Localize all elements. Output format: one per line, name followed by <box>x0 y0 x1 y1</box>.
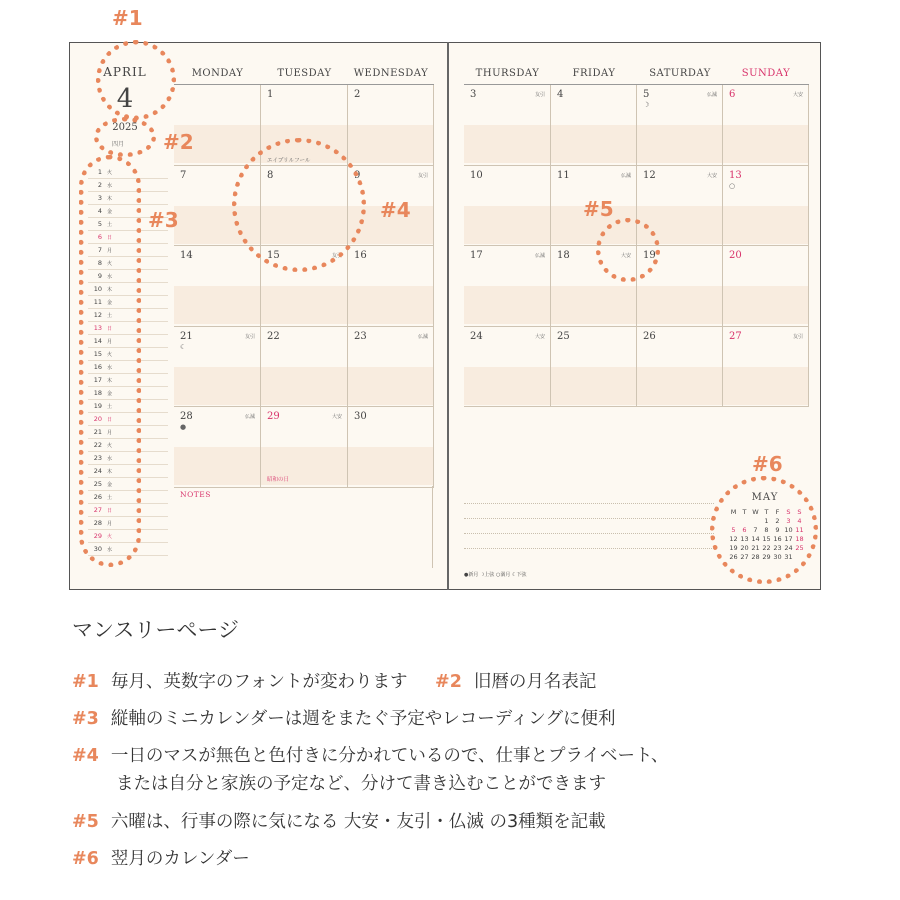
mini-calendar-day: 20 <box>93 415 102 423</box>
caption-item-6 <box>72 845 250 870</box>
day-number: 5 <box>643 89 650 100</box>
day-number: 12 <box>643 169 656 181</box>
day-cell-color-band <box>551 286 636 324</box>
day-cell-color-band <box>464 367 550 405</box>
day-number: 9 <box>354 169 361 181</box>
day-cell <box>464 246 551 327</box>
marker-circle-1 <box>96 40 176 120</box>
weekday-friday: FRIDAY <box>572 68 616 79</box>
next-month-day: 25 <box>795 544 804 552</box>
caption-label: #1 <box>72 672 99 692</box>
day-number: 3 <box>470 89 477 100</box>
mini-calendar-day: 6 <box>97 233 102 241</box>
day-cell <box>723 85 809 166</box>
day-cell <box>261 327 348 408</box>
caption-text: 旧暦の月名表記 <box>473 672 597 692</box>
caption-text: 翌月のカレンダー <box>110 849 250 869</box>
weekday-sunday: SUNDAY <box>741 68 791 79</box>
notes-area <box>174 486 433 568</box>
day-cell-color-band <box>348 125 433 163</box>
next-month-day: 16 <box>773 535 782 543</box>
day-cell <box>348 407 434 488</box>
mini-calendar-weekday: 火 <box>107 443 113 449</box>
next-month-day: 18 <box>795 535 804 543</box>
memo-line <box>464 503 714 504</box>
day-number: 28 <box>180 411 193 422</box>
day-cell-color-band <box>723 206 808 244</box>
mini-calendar-day: 14 <box>93 337 102 345</box>
marker-circle-6 <box>710 476 818 584</box>
day-cell-color-band <box>348 447 433 485</box>
caption-label: #3 <box>72 709 99 729</box>
day-cell-color-band <box>464 125 550 163</box>
holiday-note: エイプリルフール <box>267 157 311 164</box>
day-cell <box>551 85 637 166</box>
day-cell <box>348 246 434 327</box>
mini-calendar-day: 12 <box>93 311 102 319</box>
next-month-day: 7 <box>753 526 758 534</box>
mini-calendar-day: 26 <box>93 493 102 501</box>
day-cell-color-band <box>348 367 433 405</box>
mini-calendar-day: 1 <box>97 168 102 176</box>
next-month-day: 20 <box>740 544 749 552</box>
day-cell <box>174 407 261 488</box>
next-month-day: 24 <box>784 544 793 552</box>
mini-calendar-day: 4 <box>97 207 102 215</box>
day-cell <box>723 327 809 408</box>
rokuyo-label: 仏滅 <box>417 333 428 340</box>
day-number: 19 <box>643 250 656 261</box>
day-cell <box>348 85 434 166</box>
mini-calendar-weekday: 火 <box>107 261 113 267</box>
caption-label: #4 <box>72 746 99 766</box>
mini-calendar-weekday: 土 <box>107 313 113 319</box>
rokuyo-label: 大安 <box>534 333 545 340</box>
rokuyo-label: 友引 <box>417 172 428 179</box>
mini-calendar-day: 29 <box>93 532 102 540</box>
mini-calendar-weekday: 日 <box>107 326 113 332</box>
marker-circle-4 <box>232 138 366 272</box>
rokuyo-label: 大安 <box>792 92 803 98</box>
day-number: 10 <box>470 169 483 181</box>
day-cell-color-band <box>637 286 722 324</box>
next-month-day: 26 <box>729 553 738 561</box>
marker-label-3: #3 <box>148 208 179 232</box>
mini-calendar-weekday: 土 <box>107 404 113 410</box>
rokuyo-label: 仏滅 <box>706 92 717 98</box>
mini-calendar-weekday: 水 <box>107 456 113 462</box>
moon-phase-icon: ☽ <box>643 101 650 109</box>
mini-calendar-day: 11 <box>93 298 102 306</box>
caption-title: マンスリーページ <box>72 618 239 642</box>
day-cell-color-band <box>464 286 550 324</box>
day-cell <box>551 327 637 408</box>
mini-calendar-day: 9 <box>97 272 102 280</box>
marker-circle-2 <box>94 117 156 157</box>
moon-phase-icon: ○ <box>729 181 736 190</box>
memo-line <box>464 533 714 534</box>
day-number: 27 <box>729 330 742 342</box>
day-cell <box>174 246 261 327</box>
rokuyo-label: 仏滅 <box>620 172 631 179</box>
mini-calendar-weekday: 水 <box>107 183 113 189</box>
rokuyo-label: 大安 <box>620 253 631 259</box>
day-number: 24 <box>470 330 483 342</box>
mini-calendar-day: 3 <box>97 194 102 202</box>
marker-oval-3 <box>79 155 141 567</box>
marker-label-6: #6 <box>752 452 783 476</box>
mini-calendar-day: 19 <box>93 402 102 410</box>
mini-calendar-day: 8 <box>97 259 102 267</box>
next-month-day: 1 <box>764 517 769 525</box>
next-month-title: MAY <box>751 492 779 503</box>
day-number: 15 <box>267 250 280 261</box>
marker-label-1: #1 <box>112 6 143 30</box>
moon-phase-icon: ☾ <box>180 342 187 351</box>
weekday-thursday: THURSDAY <box>475 68 540 79</box>
mini-calendar-weekday: 水 <box>107 274 113 280</box>
mini-calendar-weekday: 水 <box>107 365 113 371</box>
next-month-weekday: M <box>730 508 737 516</box>
next-month-day: 29 <box>762 553 771 561</box>
day-cell-color-band <box>551 125 636 163</box>
next-month-weekday: F <box>775 508 780 516</box>
mini-calendar-day: 25 <box>93 480 102 488</box>
next-month-day: 27 <box>740 553 749 561</box>
next-month-day: 2 <box>775 517 780 525</box>
day-cell-color-band <box>723 125 808 163</box>
next-month-day: 10 <box>784 526 793 534</box>
mini-calendar-day: 18 <box>93 389 102 397</box>
mini-calendar-day: 13 <box>93 324 102 332</box>
rokuyo-label: 友引 <box>792 333 803 340</box>
caption-item-3 <box>72 705 615 730</box>
next-month-day: 9 <box>775 526 780 534</box>
day-number: 6 <box>729 89 736 100</box>
day-cell-color-band <box>261 286 347 324</box>
caption-item-4-continued: または自分と家族の予定など、分けて書き込むことができます <box>116 774 606 794</box>
next-month-weekday: T <box>764 508 769 516</box>
mini-calendar-weekday: 金 <box>107 300 113 306</box>
next-month-day: 11 <box>795 526 804 534</box>
caption-item-1 <box>72 668 596 693</box>
day-number: 20 <box>729 250 742 261</box>
day-number: 14 <box>180 250 193 261</box>
day-number: 17 <box>470 250 483 261</box>
rokuyo-label: 友引 <box>331 253 342 259</box>
next-month-day: 6 <box>742 526 747 534</box>
mini-calendar-weekday: 月 <box>107 521 113 527</box>
mini-calendar-weekday: 金 <box>107 209 113 215</box>
rokuyo-label: 仏滅 <box>244 414 255 420</box>
mini-calendar-day: 24 <box>93 467 102 475</box>
mini-calendar-weekday: 火 <box>107 534 113 540</box>
memo-line <box>464 518 714 519</box>
next-month-day: 14 <box>751 535 760 543</box>
next-month-weekday: W <box>752 508 759 516</box>
weekday-monday: MONDAY <box>191 68 244 79</box>
day-cell-color-band <box>174 447 260 485</box>
caption-text: 六曜は、行事の際に気になる 大安・友引・仏滅 の3種類を記載 <box>110 812 606 832</box>
day-number: 29 <box>267 411 280 422</box>
planner-spine <box>447 42 449 590</box>
marker-label-5: #5 <box>583 197 614 221</box>
rokuyo-label: 友引 <box>244 333 255 340</box>
day-number: 7 <box>180 169 187 181</box>
caption-item-4 <box>72 742 668 767</box>
day-cell <box>637 85 723 166</box>
next-month-day: 12 <box>729 535 738 543</box>
mini-calendar-weekday: 木 <box>107 196 113 202</box>
mini-calendar-day: 22 <box>93 441 102 449</box>
day-cell <box>464 166 551 247</box>
mini-calendar-day: 28 <box>93 519 102 527</box>
mini-calendar-day: 7 <box>97 246 102 254</box>
moon-legend: ●新月 ☽上弦 ○満月 ☾下弦 <box>464 572 527 578</box>
rokuyo-label: 大安 <box>331 414 342 420</box>
rokuyo-label: 仏滅 <box>534 253 545 259</box>
next-month-day: 17 <box>784 535 793 543</box>
day-number: 30 <box>354 411 367 422</box>
day-number: 16 <box>354 250 367 261</box>
mini-calendar-weekday: 木 <box>107 469 113 475</box>
day-cell <box>723 166 809 247</box>
day-number: 25 <box>557 330 570 342</box>
next-month-day: 22 <box>762 544 771 552</box>
mini-calendar-weekday: 火 <box>107 170 113 176</box>
day-cell <box>261 407 348 488</box>
mini-calendar-weekday: 金 <box>107 482 113 488</box>
weekday-wednesday: WEDNESDAY <box>353 68 429 79</box>
day-number: 11 <box>557 169 570 181</box>
moon-phase-icon: ● <box>180 423 187 431</box>
mini-calendar-weekday: 日 <box>107 508 113 514</box>
caption-text: 一日のマスが無色と色付きに分かれているので、仕事とプライベート、 <box>110 746 669 766</box>
mini-calendar-weekday: 日 <box>107 417 113 423</box>
day-number: 23 <box>354 330 367 342</box>
next-month-day: 23 <box>773 544 782 552</box>
memo-line <box>464 548 714 549</box>
mini-calendar-day: 30 <box>93 545 102 553</box>
mini-calendar-day: 10 <box>93 285 102 293</box>
marker-label-4: #4 <box>380 198 411 222</box>
day-cell-color-band <box>261 367 347 405</box>
day-number: 2 <box>354 89 361 100</box>
mini-calendar-day: 17 <box>93 376 102 384</box>
next-month-day: 13 <box>740 535 749 543</box>
day-number: 21 <box>180 330 193 342</box>
mini-calendar-day: 27 <box>93 506 102 514</box>
day-cell-color-band <box>723 286 808 324</box>
month-name: APRIL <box>103 65 147 79</box>
mini-calendar-weekday: 木 <box>107 287 113 293</box>
day-cell-color-band <box>174 286 260 324</box>
day-cell-color-band <box>464 206 550 244</box>
mini-calendar-day: 5 <box>97 220 102 228</box>
day-number: 26 <box>643 330 656 342</box>
day-cell-color-band <box>637 125 722 163</box>
mini-calendar-weekday: 火 <box>107 352 113 358</box>
mini-calendar-day: 15 <box>93 350 102 358</box>
next-month-day: 30 <box>773 553 782 561</box>
day-number: 18 <box>557 250 570 261</box>
caption-item-5 <box>72 808 606 833</box>
month-number: 4 <box>116 84 134 114</box>
next-month-day: 31 <box>784 553 793 561</box>
next-month-day: 15 <box>762 535 771 543</box>
next-month-day: 3 <box>786 517 791 525</box>
next-month-day: 28 <box>751 553 760 561</box>
day-cell <box>464 327 551 408</box>
mini-calendar-weekday: 月 <box>107 248 113 254</box>
next-month-day: 4 <box>797 517 802 525</box>
mini-calendar-weekday: 日 <box>107 235 113 241</box>
kyureki-month: 四月 <box>112 141 125 148</box>
marker-circle-5 <box>596 218 660 282</box>
day-number: 4 <box>557 89 564 100</box>
notes-label: NOTES <box>180 490 211 499</box>
caption-text: 毎月、英数字のフォントが変わります <box>110 672 408 692</box>
day-cell <box>348 327 434 408</box>
day-number: 13 <box>729 169 742 181</box>
day-cell <box>637 327 723 408</box>
day-cell-color-band <box>637 367 722 405</box>
day-cell <box>464 85 551 166</box>
mini-calendar-weekday: 土 <box>107 222 113 228</box>
mini-calendar-weekday: 水 <box>107 547 113 553</box>
mini-calendar-day: 2 <box>97 181 102 189</box>
day-number: 22 <box>267 330 280 342</box>
next-month-day: 19 <box>729 544 738 552</box>
mini-calendar-weekday: 月 <box>107 339 113 345</box>
next-month-weekday: T <box>742 508 747 516</box>
caption-label: #6 <box>72 849 99 869</box>
mini-calendar-day: 16 <box>93 363 102 371</box>
mini-calendar-weekday: 月 <box>107 430 113 436</box>
next-month-day: 21 <box>751 544 760 552</box>
day-cell-color-band <box>174 367 260 405</box>
day-cell <box>174 327 261 408</box>
next-month-weekday: S <box>786 508 791 516</box>
holiday-note: 昭和の日 <box>267 477 290 483</box>
mini-calendar-weekday: 木 <box>107 378 113 384</box>
mini-calendar-day: 23 <box>93 454 102 462</box>
day-number: 1 <box>267 89 274 100</box>
next-month-day: 8 <box>764 526 769 534</box>
mini-calendar-day: 21 <box>93 428 102 436</box>
weekday-saturday: SATURDAY <box>649 68 711 79</box>
day-cell-color-band <box>723 367 808 405</box>
mini-calendar-weekday: 金 <box>107 391 113 397</box>
caption-text: 縦軸のミニカレンダーは週をまたぐ予定やレコーディングに便利 <box>110 709 616 729</box>
next-month-day: 5 <box>731 526 736 534</box>
day-cell-color-band <box>348 286 433 324</box>
weekday-tuesday: TUESDAY <box>277 68 332 79</box>
day-cell-color-band <box>551 367 636 405</box>
mini-calendar-weekday: 土 <box>107 495 113 501</box>
day-number: 8 <box>267 169 274 181</box>
year: 2025 <box>112 122 138 133</box>
day-cell <box>723 246 809 327</box>
caption-label: #2 <box>435 672 462 692</box>
caption-label: #5 <box>72 812 99 832</box>
marker-label-2: #2 <box>163 130 194 154</box>
next-month-weekday: S <box>797 508 802 516</box>
rokuyo-label: 大安 <box>706 172 717 179</box>
rokuyo-label: 友引 <box>534 92 545 98</box>
